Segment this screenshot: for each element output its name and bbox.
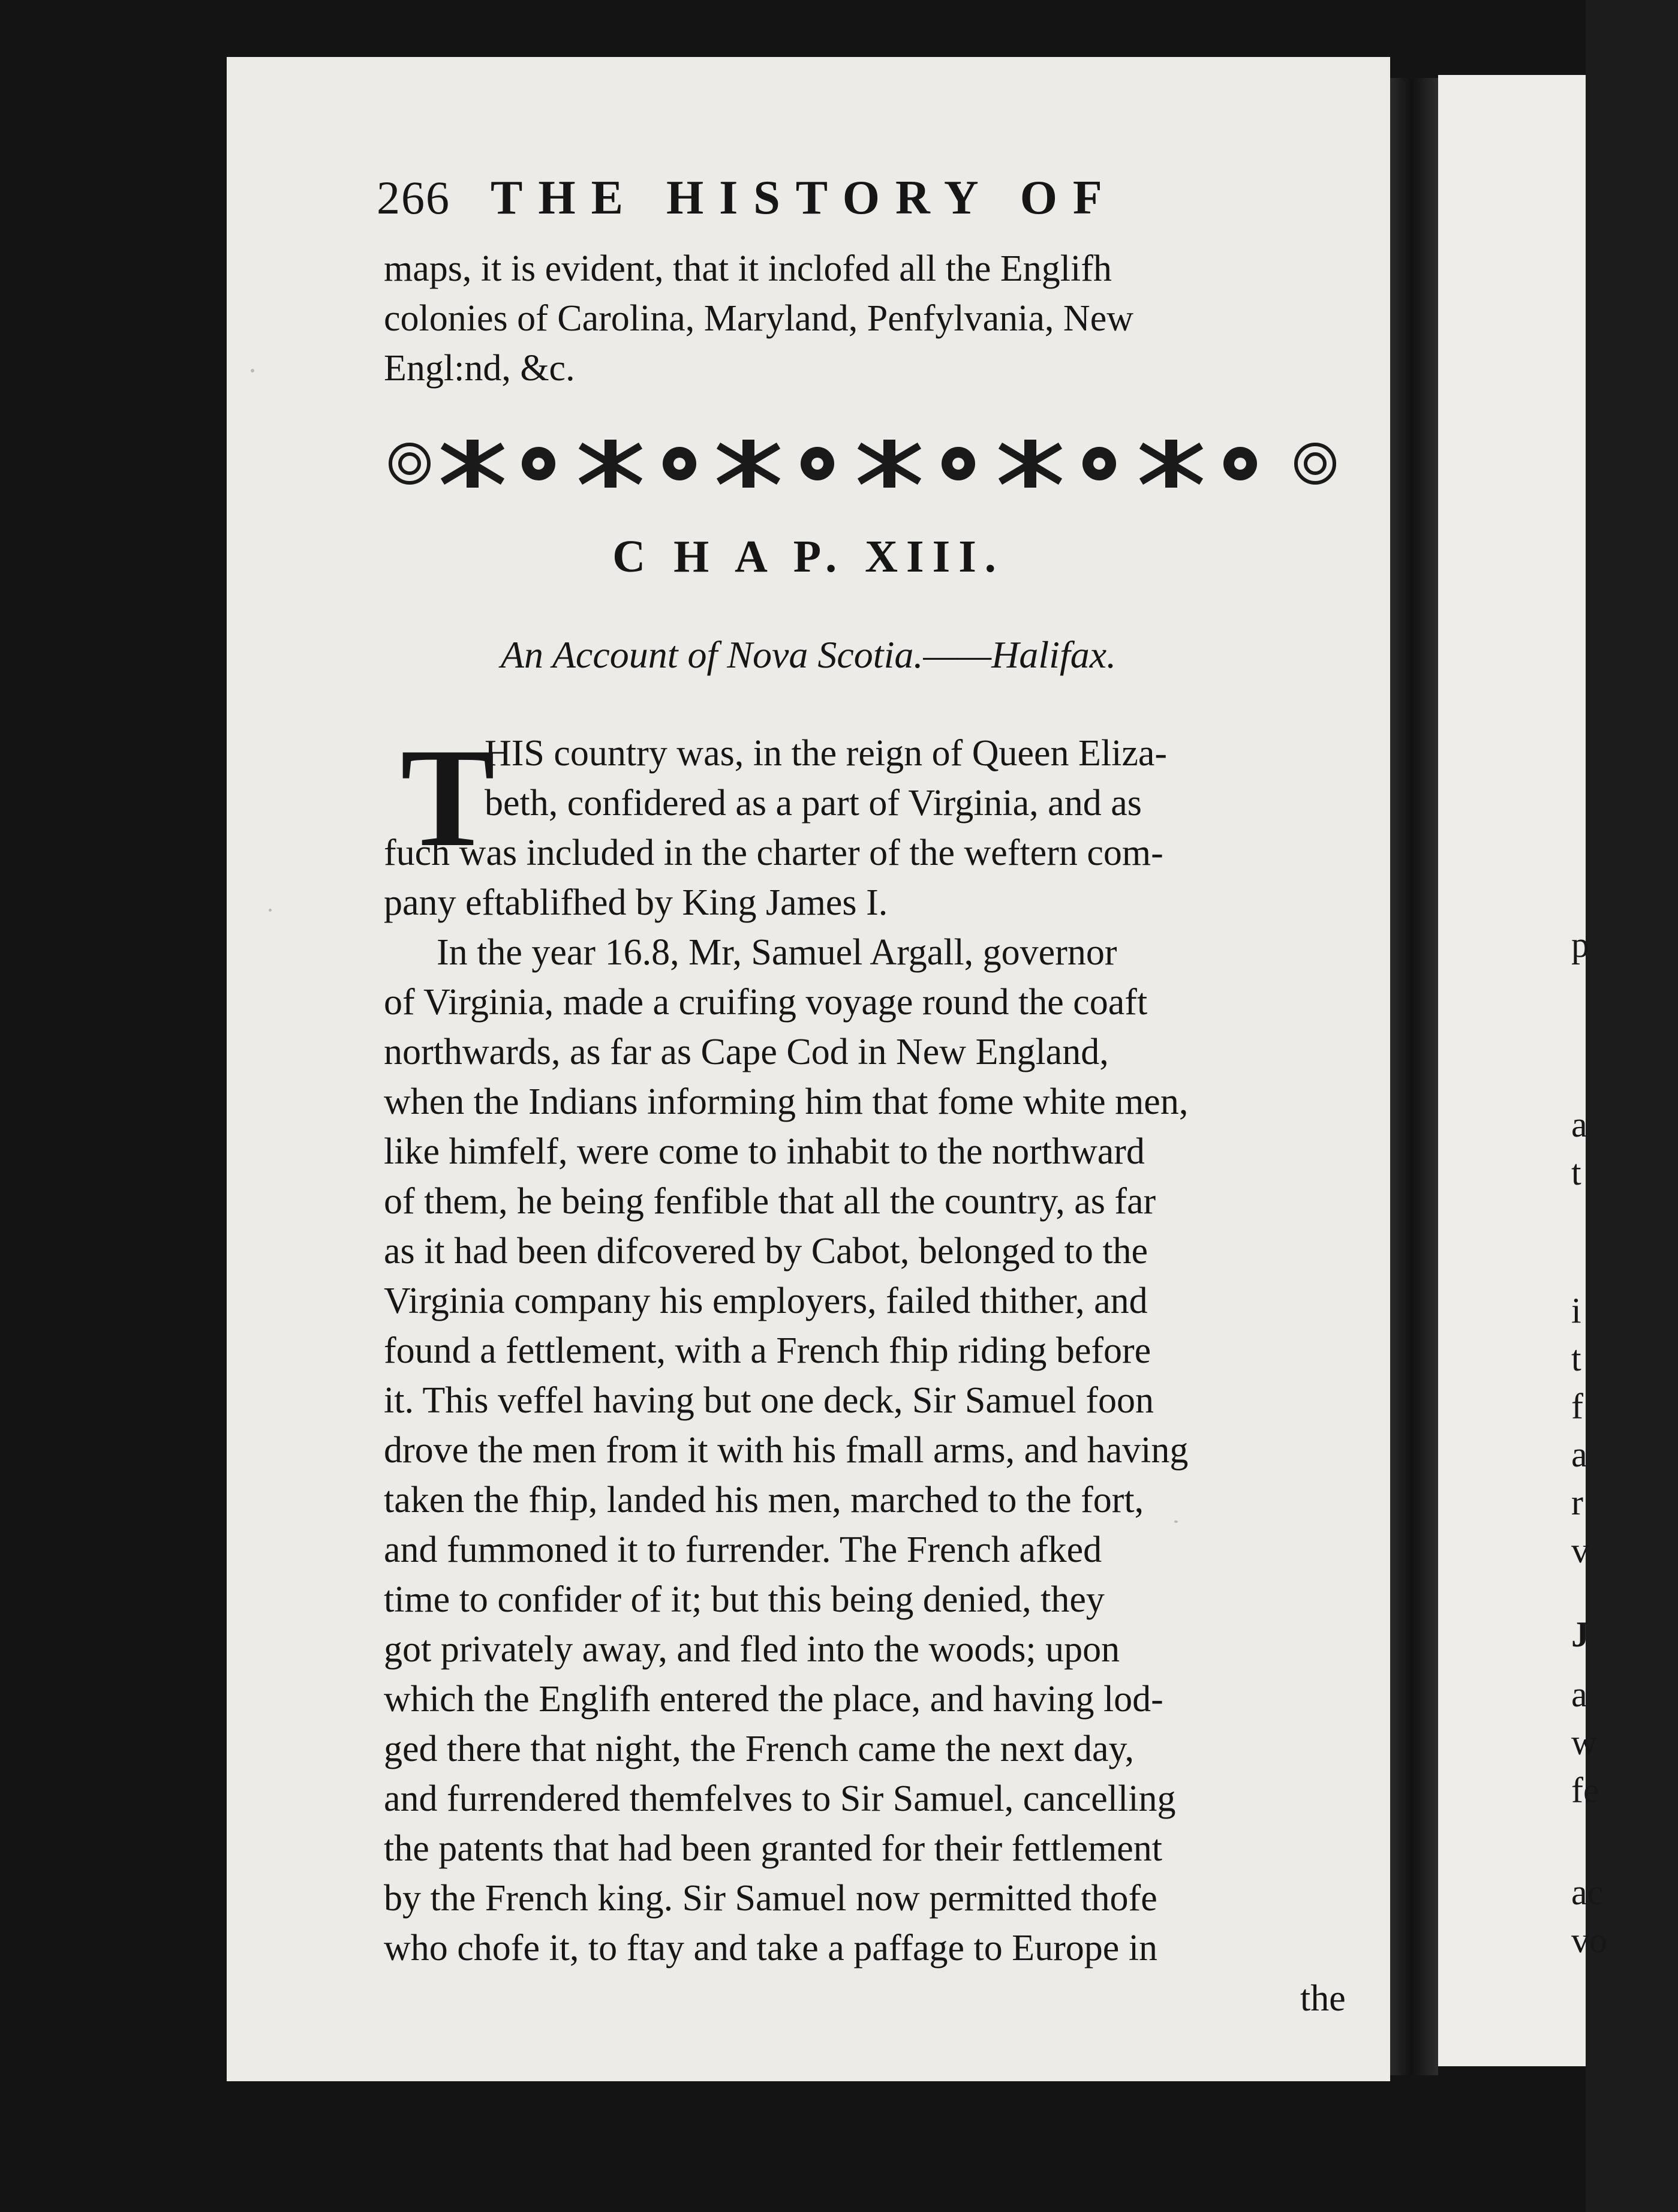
body-line: northwards, as far as Cape Cod in New England, <box>384 1032 1109 1072</box>
intro-line: colonies of Carolina, Maryland, Penfylvania, New <box>384 298 1133 339</box>
body-line: of them, he being fenfible that all the country, as far <box>384 1181 1156 1222</box>
body-line: as it had been difcovered by Cabot, belonged to the <box>384 1231 1148 1272</box>
catchword: the <box>1300 1978 1346 2019</box>
body-line: and fummoned it to furrender. The French afked <box>384 1529 1102 1570</box>
facing-page-fragment: a <box>1571 1435 1587 1474</box>
body-line: found a fettlement, with a French fhip riding before <box>384 1330 1151 1371</box>
facing-page-fragment: a <box>1571 1675 1587 1714</box>
body-line: like himfelf, were come to inhabit to the northward <box>384 1131 1145 1172</box>
body-line: it. This veffel having but one deck, Sir Samuel foon <box>384 1380 1154 1421</box>
body-line: the patents that had been granted for their fettlement <box>384 1828 1163 1869</box>
facing-page-fragment: a <box>1571 1105 1587 1144</box>
chapter-heading: C H A P. XIII. <box>612 531 1005 582</box>
paper-speck <box>251 369 254 372</box>
body-line: fuch was included in the charter of the weftern com- <box>384 832 1163 873</box>
facing-page-fragment: J <box>1571 1615 1589 1654</box>
body-line: Virginia company his employers, failed thither, and <box>384 1281 1148 1321</box>
intro-line: Engl:nd, &c. <box>384 348 575 389</box>
body-line: ged there that night, the French came the next day, <box>384 1729 1135 1769</box>
body-line: of Virginia, made a cruifing voyage round the coaft <box>384 982 1148 1023</box>
facing-page-fragment: w <box>1571 1723 1598 1762</box>
body-line: beth, confidered as a part of Virginia, and as <box>485 783 1142 824</box>
facing-page-fragment: t <box>1571 1339 1581 1378</box>
body-line: taken the fhip, landed his men, marched to the fort, <box>384 1480 1144 1520</box>
facing-page-fragment: ac <box>1571 1873 1604 1912</box>
drop-cap: T <box>401 720 495 876</box>
book-gutter <box>1390 78 1438 2075</box>
body-line: who chofe it, to ftay and take a paffage to Europe in <box>384 1928 1158 1968</box>
facing-page-fragment: fe <box>1571 1771 1599 1810</box>
paper-speck <box>269 909 272 912</box>
body-line: pany eftablifhed by King James I. <box>384 882 888 923</box>
paper-speck <box>1174 1520 1178 1523</box>
body-line: when the Indians informing him that fome white men, <box>384 1081 1189 1122</box>
body-line: and furrendered themfelves to Sir Samuel, cancelling <box>384 1778 1176 1819</box>
body-line: HIS country was, in the reign of Queen Eliza- <box>485 733 1168 774</box>
body-line: which the Englifh entered the place, and having lod- <box>384 1679 1163 1720</box>
page-number: 266 <box>377 172 450 224</box>
body-line: got privately away, and fled into the woods; upon <box>384 1629 1120 1670</box>
page-header <box>377 171 1324 243</box>
body-line: time to confider of it; but this being denied, they <box>384 1579 1105 1620</box>
facing-page-fragment: vo <box>1571 1921 1607 1960</box>
body-line: drove the men from it with his fmall arms, and having <box>384 1430 1189 1471</box>
left-page <box>227 57 1390 2081</box>
intro-line: maps, it is evident, that it inclofed all the Englifh <box>384 248 1112 289</box>
decorative-ornament-band <box>383 434 1342 494</box>
facing-page-fragment: v <box>1571 1531 1589 1570</box>
facing-page-fragment: f <box>1571 1387 1583 1426</box>
body-line: by the French king. Sir Samuel now permitted thofe <box>384 1878 1157 1919</box>
facing-page-fragment: i <box>1571 1291 1581 1330</box>
chapter-subtitle: An Account of Nova Scotia.——Halifax. <box>500 633 1117 676</box>
body-line: In the year 16.8, Mr, Samuel Argall, governor <box>437 932 1117 973</box>
running-head: THE HISTORY OF <box>491 172 1118 224</box>
facing-page-fragment: t <box>1571 1153 1581 1192</box>
facing-page-edge <box>1438 75 1607 2066</box>
facing-page-fragment: r <box>1571 1483 1583 1522</box>
facing-page-fragment: p <box>1571 925 1589 964</box>
